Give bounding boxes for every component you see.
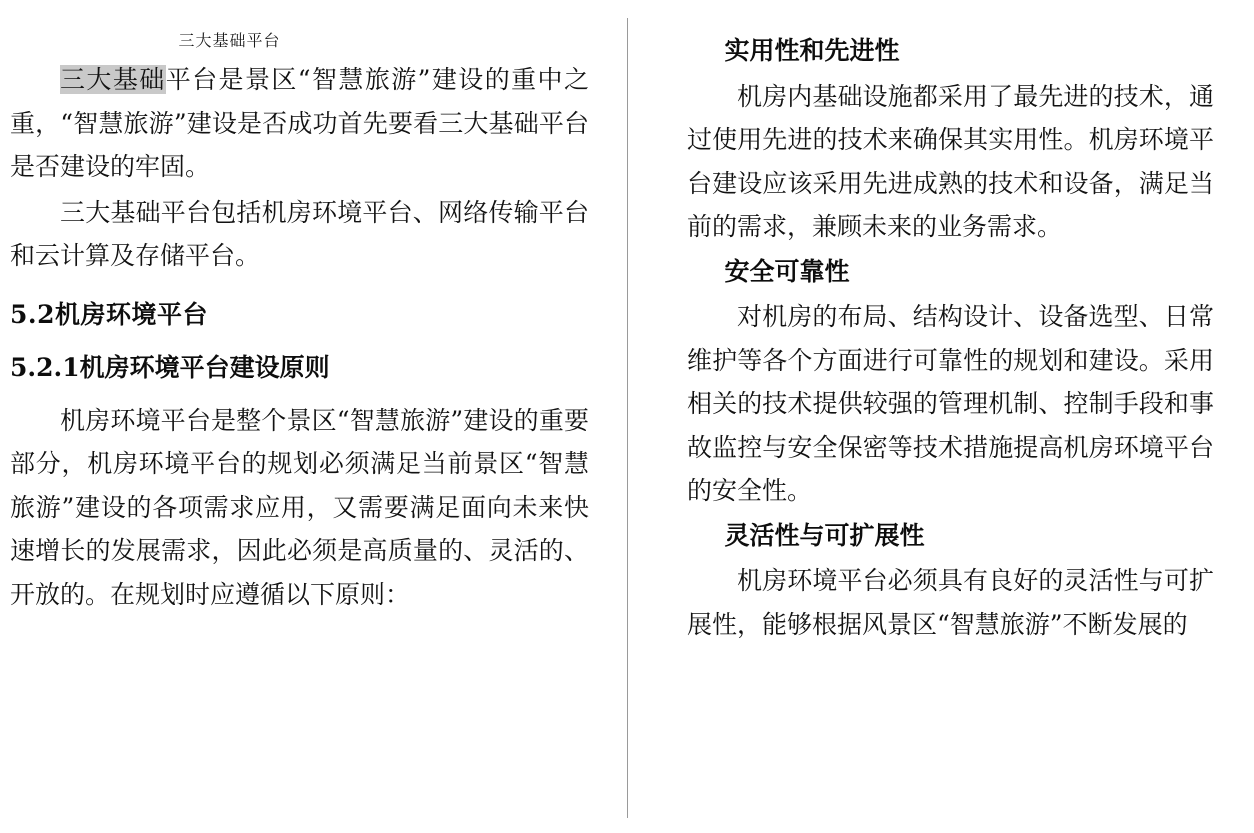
section-body-practicality: 机房内基础设施都采用了最先进的技术，通过使用先进的技术来确保其实用性。机房环境平台建设应该采用先进成熟的技术和设备，满足当前的需求，兼顾未来的业务需求。 xyxy=(687,81,1214,241)
section-title-flexibility: 灵活性与可扩展性 xyxy=(724,520,925,550)
heading-5-2: 5.2机房环境平台 xyxy=(10,299,208,329)
section-title-security: 安全可靠性 xyxy=(724,256,850,286)
section-body-security: 对机房的布局、结构设计、设备选型、日常维护等各个方面进行可靠性的规划和建设。采用相关的技术提供较强的管理机制、控制手段和事故监控与安全保密等技术措施提高机房环境平台的安全性。 xyxy=(687,302,1214,505)
section-body-flexibility: 机房环境平台必须具有良好的灵活性与可扩展性，能够根据风景区“智慧旅游”不断发展的 xyxy=(687,566,1214,639)
paragraph-platforms-list: 三大基础平台包括机房环境平台、网络传输平台和云计算及存储平台。 xyxy=(10,197,589,271)
highlighted-text: 三大基础 xyxy=(60,65,166,95)
paragraph-intro-rest: 平台是景区“智慧旅游”建设的重中之重，“智慧旅游”建设是否成功首先要看三大基础平台是否建设的牢固。 xyxy=(10,65,589,182)
left-column xyxy=(0,0,627,618)
right-column xyxy=(627,0,1254,648)
running-head: 三大基础平台 xyxy=(178,31,281,50)
heading-5-2-1: 5.2.1机房环境平台建设原则 xyxy=(10,353,330,383)
section-title-practicality: 实用性和先进性 xyxy=(724,36,900,65)
paragraph-principles-intro: 机房环境平台是整个景区“智慧旅游”建设的重要部分，机房环境平台的规划必须满足当前景区“智慧旅游”建设的各项需求应用，又需要满足面向未来快速增长的发展需求，因此必须是高质量的、灵活的、开放的。在规划时应遵循以下原则： xyxy=(10,405,589,609)
paragraph-intro xyxy=(10,58,589,189)
